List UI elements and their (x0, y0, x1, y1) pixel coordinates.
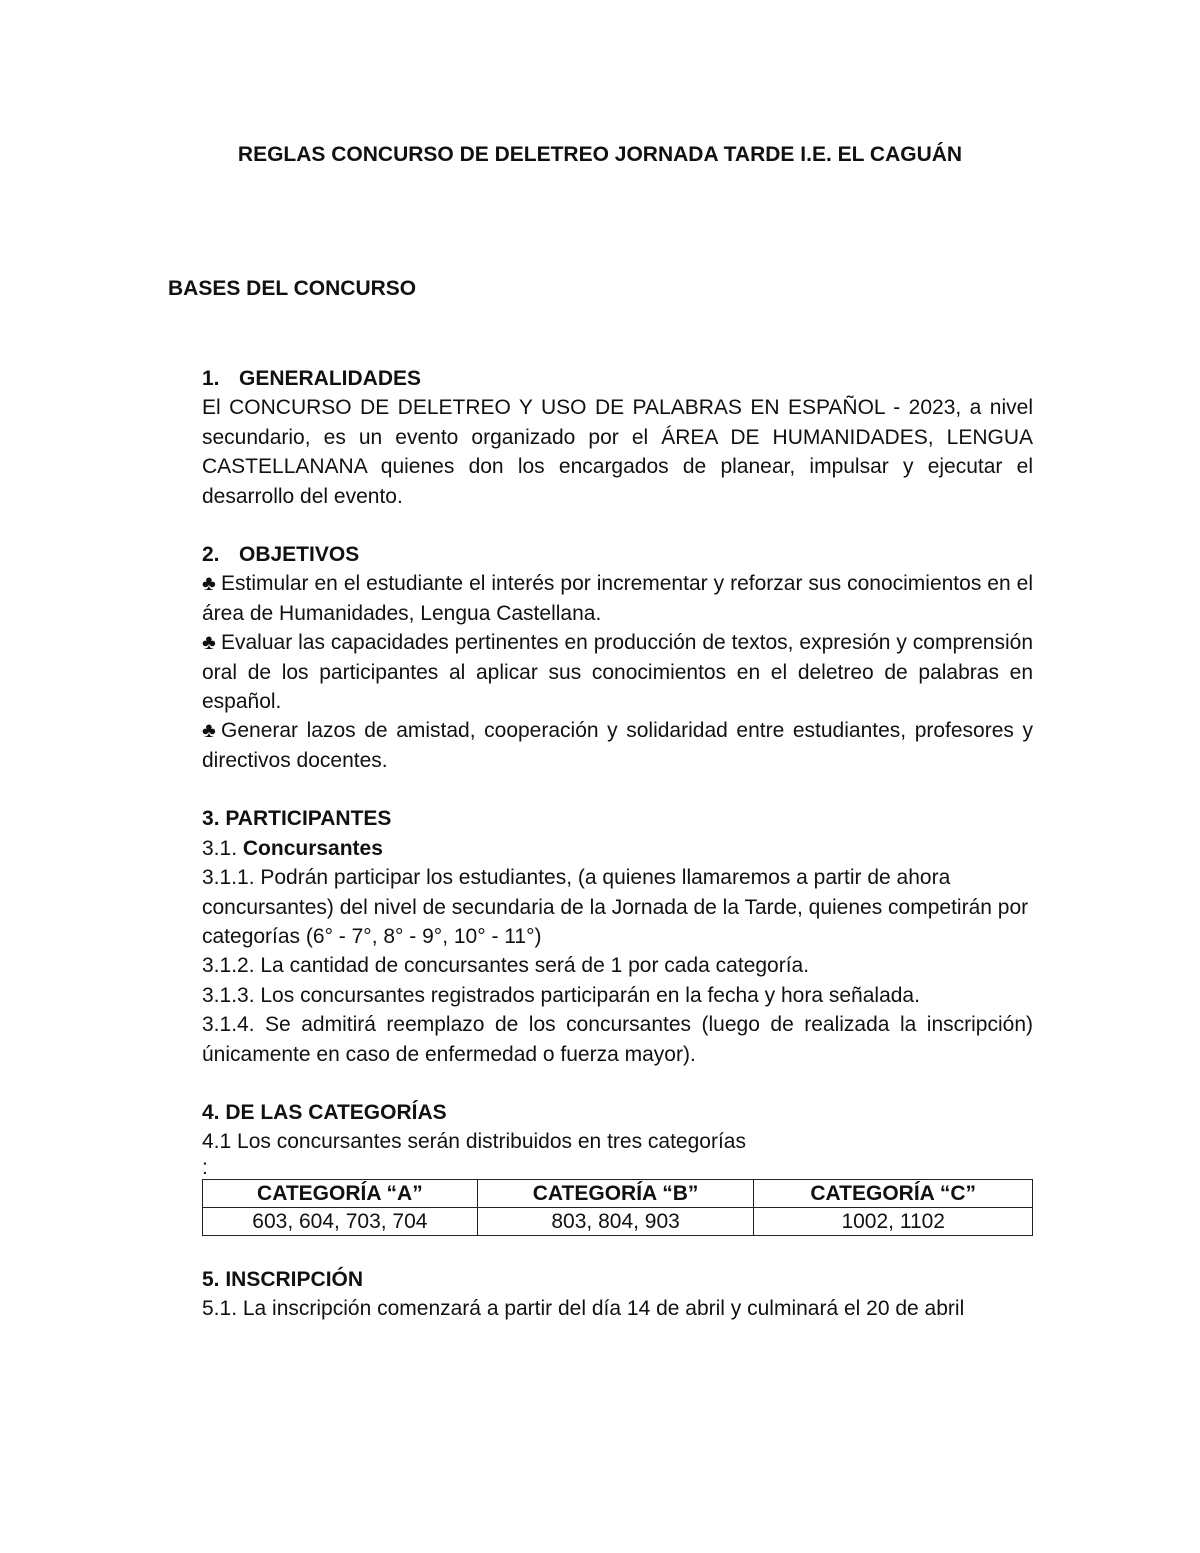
objective-item (202, 569, 1033, 628)
subsection-number: 3.1. (202, 836, 238, 860)
objective-text: Generar lazos de amistad, cooperación y solidaridad entre estudiantes, profesores y directivos docentes. (202, 719, 1033, 772)
bases-heading: BASES DEL CONCURSO (168, 277, 417, 300)
participant-rule: 3.1.1. Podrán participar los estudiantes, (a quienes llamaremos a partir de ahora concursantes) del nivel de secundaria de la Jornada de la Tarde, quienes competirán por categorías (6° - 7°, 8° - 9°, 10° - 11°) (202, 866, 1029, 948)
section-heading-inscripcion: 5. INSCRIPCIÓN (202, 1267, 364, 1291)
section-heading-objetivos (202, 540, 1033, 569)
table-header-row (203, 1179, 1033, 1207)
inscripcion-paragraph: 5.1. La inscripción comenzará a partir del día 14 de abril y culminará el 20 de abril (202, 1297, 965, 1321)
section-heading-categorias: 4. DE LAS CATEGORÍAS (202, 1100, 447, 1124)
objective-text: Estimular en el estudiante el interés por incrementar y reforzar sus conocimientos en el área de Humanidades, Lengua Castellana. (202, 572, 1033, 625)
participant-rule: 3.1.4. Se admitirá reemplazo de los concursantes (luego de realizada la inscripción) únicamente en caso de enfermedad o fuerza mayor). (202, 1013, 1033, 1066)
table-row (203, 1207, 1033, 1235)
table-header-cell: CATEGORÍA “B” (477, 1179, 754, 1207)
generalidades-paragraph: El CONCURSO DE DELETREO Y USO DE PALABRAS EN ESPAÑOL - 2023, a nivel secundario, es un evento organizado por el ÁREA DE HUMANIDADES, LENGUA CASTELLANANA quienes don los encargados de planear, impulsar y ejecutar el desarrollo del evento. (202, 396, 1033, 508)
objective-item (202, 716, 1033, 775)
categorias-paragraph: 4.1 Los concursantes serán distribuidos en tres categorías (202, 1130, 746, 1154)
section-heading-participantes (202, 804, 1033, 833)
categories-table (202, 1179, 1033, 1236)
spacer (202, 1069, 1033, 1098)
section-heading-generalidades (202, 364, 1033, 393)
table-cell: 1002, 1102 (754, 1207, 1033, 1235)
section-number: 1. (202, 367, 220, 390)
section-title: GENERALIDADES (239, 367, 422, 390)
spacer (202, 775, 1033, 804)
objective-item (202, 628, 1033, 716)
club-bullet-icon: ♣ (202, 719, 216, 743)
document-title: REGLAS CONCURSO DE DELETREO JORNADA TARDE I.E. EL CAGUÁN (237, 143, 963, 166)
subsection-heading-concursantes (202, 834, 1033, 863)
table-cell: 603, 604, 703, 704 (203, 1207, 478, 1235)
section-number: 3 (202, 807, 214, 831)
participant-rule: 3.1.3. Los concursantes registrados participarán en la fecha y hora señalada. (202, 983, 920, 1007)
section-number: 2. (202, 543, 220, 567)
club-bullet-icon: ♣ (202, 572, 216, 596)
objective-text: Evaluar las capacidades pertinentes en producción de textos, expresión y comprensión oral de los participantes al aplicar sus conocimientos en el deletreo de palabras en español. (202, 631, 1033, 714)
document-body (202, 364, 1033, 1324)
section-title: OBJETIVOS (239, 543, 360, 567)
spacer (202, 511, 1033, 540)
spacer (202, 1236, 1033, 1265)
table-header-cell: CATEGORÍA “C” (754, 1179, 1033, 1207)
table-header-cell: CATEGORÍA “A” (203, 1179, 478, 1207)
colon-text: : (202, 1155, 208, 1179)
participant-rule: 3.1.2. La cantidad de concursantes será de 1 por cada categoría. (202, 954, 810, 978)
subsection-title: Concursantes (242, 836, 383, 860)
club-bullet-icon: ♣ (202, 631, 216, 655)
section-title: . PARTICIPANTES (213, 807, 392, 831)
table-cell: 803, 804, 903 (477, 1207, 754, 1235)
